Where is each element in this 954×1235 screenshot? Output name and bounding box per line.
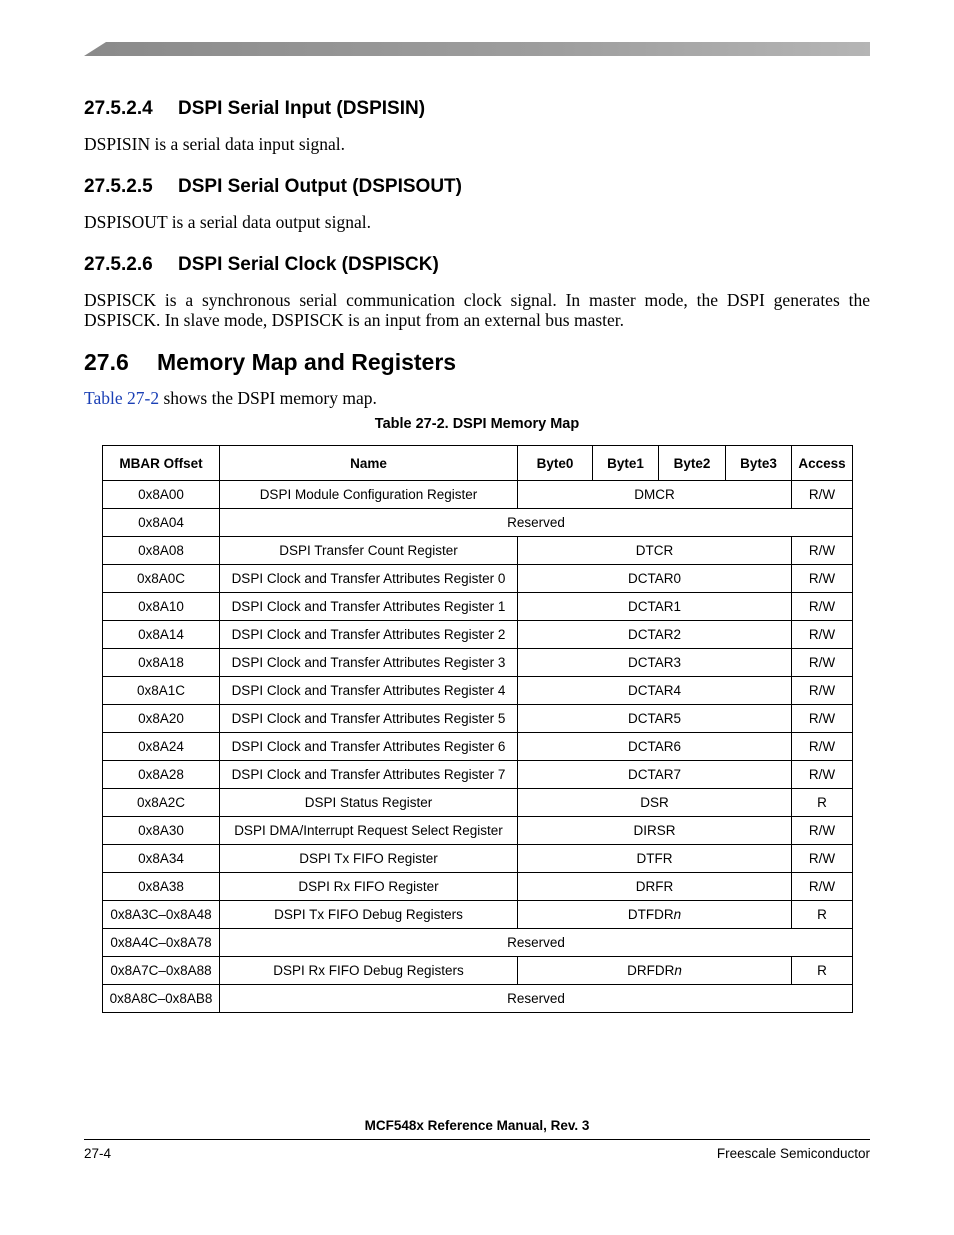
table-row [103,789,853,817]
register-cell: DCTAR6 [518,733,792,761]
offset-cell: 0x8A2C [103,789,220,817]
offset-cell: 0x8A18 [103,649,220,677]
section-number: 27.5.2.4 [84,98,153,119]
access-cell: R/W [792,677,853,705]
register-name: DRFDR [627,963,675,978]
table-row [103,817,853,845]
register-cell: DCTAR1 [518,593,792,621]
access-cell: R/W [792,621,853,649]
access-cell: R [792,789,853,817]
register-cell: DCTAR2 [518,621,792,649]
name-cell: DSPI Rx FIFO Debug Registers [220,957,518,985]
table-row [103,705,853,733]
table-row [103,761,853,789]
name-cell: DSPI Clock and Transfer Attributes Register 0 [220,565,518,593]
header-cell: Byte2 [659,446,726,481]
name-cell: DSPI Clock and Transfer Attributes Register 5 [220,705,518,733]
section-number: 27.5.2.6 [84,254,153,275]
name-cell: DSPI Module Configuration Register [220,481,518,509]
access-cell: R/W [792,873,853,901]
name-cell: DSPI Clock and Transfer Attributes Register 7 [220,761,518,789]
register-cell: DCTAR4 [518,677,792,705]
table-row [103,845,853,873]
register-cell: DIRSR [518,817,792,845]
access-cell: R [792,957,853,985]
header-cell: MBAR Offset [103,446,220,481]
name-cell: DSPI Transfer Count Register [220,537,518,565]
name-cell: DSPI Clock and Transfer Attributes Register 3 [220,649,518,677]
offset-cell: 0x8A7C–0x8A88 [103,957,220,985]
access-cell: R/W [792,845,853,873]
register-cell: DCTAR5 [518,705,792,733]
access-cell: R/W [792,733,853,761]
table-row [103,957,853,985]
offset-cell: 0x8A20 [103,705,220,733]
paragraph-dspisin: DSPISIN is a serial data input signal. [84,134,346,154]
offset-cell: 0x8A38 [103,873,220,901]
section-number: 27.5.2.5 [84,176,153,197]
memory-map-table [102,445,853,1013]
offset-cell: 0x8A24 [103,733,220,761]
name-cell: DSPI DMA/Interrupt Request Select Register [220,817,518,845]
section-heading-dspisout [84,176,462,198]
table-row [103,593,853,621]
offset-cell: 0x8A00 [103,481,220,509]
reserved-cell: Reserved [220,929,853,957]
offset-cell: 0x8A1C [103,677,220,705]
section-title: Memory Map and Registers [157,349,457,375]
register-cell: DMCR [518,481,792,509]
access-cell: R/W [792,565,853,593]
access-cell: R [792,901,853,929]
register-cell: DRFR [518,873,792,901]
table-row [103,649,853,677]
register-cell [518,901,792,929]
header-cell: Access [792,446,853,481]
offset-cell: 0x8A04 [103,509,220,537]
table-row [103,509,853,537]
access-cell: R/W [792,649,853,677]
register-cell: DSR [518,789,792,817]
section-heading-dspisin [84,98,425,120]
footer-divider [84,1139,870,1140]
register-cell: DTFR [518,845,792,873]
name-cell: DSPI Status Register [220,789,518,817]
page-number: 27-4 [84,1146,112,1161]
paragraph-memory-map [84,388,870,408]
reserved-cell: Reserved [220,985,853,1013]
name-cell: DSPI Clock and Transfer Attributes Register 4 [220,677,518,705]
table-row [103,677,853,705]
paragraph-dspisck: DSPISCK is a synchronous serial communication clock signal. In master mode, the DSPI generates the DSPISCK. In slave mode, DSPISCK is an input from an external bus master. [84,290,870,330]
offset-cell: 0x8A0C [103,565,220,593]
section-title: DSPI Serial Input (DSPISIN) [178,98,426,119]
register-index: n [673,907,682,922]
offset-cell: 0x8A28 [103,761,220,789]
reserved-cell: Reserved [220,509,853,537]
table-link[interactable]: Table 27-2 [84,388,160,408]
header-cell: Byte0 [518,446,593,481]
header-cell: Byte1 [593,446,659,481]
name-cell: DSPI Clock and Transfer Attributes Register 6 [220,733,518,761]
table-row [103,873,853,901]
company-name: Freescale Semiconductor [716,1146,870,1161]
register-cell: DCTAR7 [518,761,792,789]
offset-cell: 0x8A34 [103,845,220,873]
register-index: n [674,963,682,978]
table-header-row [103,446,853,481]
table-row [103,733,853,761]
access-cell: R/W [792,481,853,509]
table-row [103,565,853,593]
section-title: DSPI Serial Output (DSPISOUT) [178,176,462,197]
header-cell: Name [220,446,518,481]
offset-cell: 0x8A14 [103,621,220,649]
register-cell: DCTAR3 [518,649,792,677]
header-cell: Byte3 [726,446,792,481]
section-number: 27.6 [84,349,129,375]
offset-cell: 0x8A10 [103,593,220,621]
name-cell: DSPI Rx FIFO Register [220,873,518,901]
access-cell: R/W [792,705,853,733]
name-cell: DSPI Clock and Transfer Attributes Register 1 [220,593,518,621]
table-row [103,481,853,509]
table-row [103,985,853,1013]
table-row [103,537,853,565]
footer-title: MCF548x Reference Manual, Rev. 3 [364,1118,590,1133]
access-cell: R/W [792,817,853,845]
access-cell: R/W [792,537,853,565]
name-cell: DSPI Tx FIFO Debug Registers [220,901,518,929]
table-row [103,621,853,649]
header-decoration-bar [84,42,870,56]
table-row [103,901,853,929]
section-title: DSPI Serial Clock (DSPISCK) [178,254,439,275]
table-title: Table 27-2. DSPI Memory Map [374,416,580,432]
access-cell: R/W [792,593,853,621]
register-name: DTFDR [627,907,674,922]
section-heading-memory-map [84,349,456,376]
table-row [103,929,853,957]
name-cell: DSPI Tx FIFO Register [220,845,518,873]
name-cell: DSPI Clock and Transfer Attributes Register 2 [220,621,518,649]
section-heading-dspisck [84,254,439,276]
offset-cell: 0x8A8C–0x8AB8 [103,985,220,1013]
offset-cell: 0x8A3C–0x8A48 [103,901,220,929]
access-cell: R/W [792,761,853,789]
register-cell: DTCR [518,537,792,565]
register-cell: DCTAR0 [518,565,792,593]
paragraph-text: shows the DSPI memory map. [159,388,377,408]
offset-cell: 0x8A4C–0x8A78 [103,929,220,957]
register-cell [518,957,792,985]
paragraph-dspisout: DSPISOUT is a serial data output signal. [84,212,371,232]
offset-cell: 0x8A30 [103,817,220,845]
offset-cell: 0x8A08 [103,537,220,565]
